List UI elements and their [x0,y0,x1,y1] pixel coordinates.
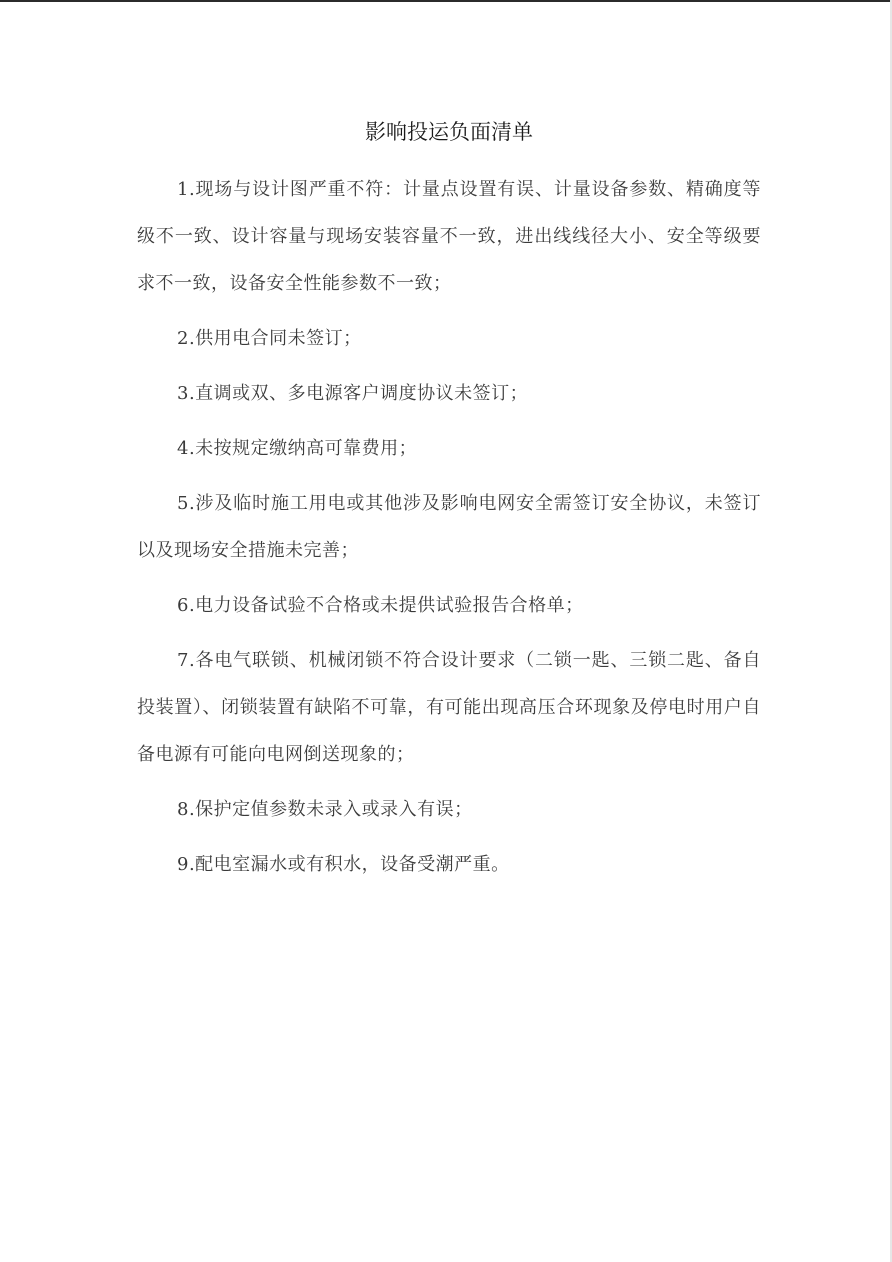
list-item-2: 2.供用电合同未签订； [177,328,362,349]
list-item-6: 6.电力设备试验不合格或未提供试验报告合格单； [177,595,584,616]
list-item-4: 4.未按规定缴纳高可靠费用； [177,438,418,459]
list-item-8: 8.保护定值参数未录入或录入有误； [177,799,473,820]
list-item-5: 5.涉及临时施工用电或其他涉及影响电网安全需签订安全协议，未签订以及现场安全措施未完善； [137,493,761,561]
document-page [137,112,761,896]
page-top-border [0,0,892,2]
list-item-3: 3.直调或双、多电源客户调度协议未签订； [177,383,529,404]
document-title: 影响投运负面清单 [365,120,533,144]
list-item-9: 9.配电室漏水或有积水，设备受潮严重。 [177,854,510,875]
list-item-7: 7.各电气联锁、机械闭锁不符合设计要求（二锁一匙、三锁二匙、备自投装置）、闭锁装置有缺陷不可靠，有可能出现高压合环现象及停电时用户自备电源有可能向电网倒送现象的； [137,650,761,765]
list-item-1: 1.现场与设计图严重不符：计量点设置有误、计量设备参数、精确度等级不一致、设计容量与现场安装容量不一致，进出线线径大小、安全等级要求不一致，设备安全性能参数不一致； [137,179,761,294]
